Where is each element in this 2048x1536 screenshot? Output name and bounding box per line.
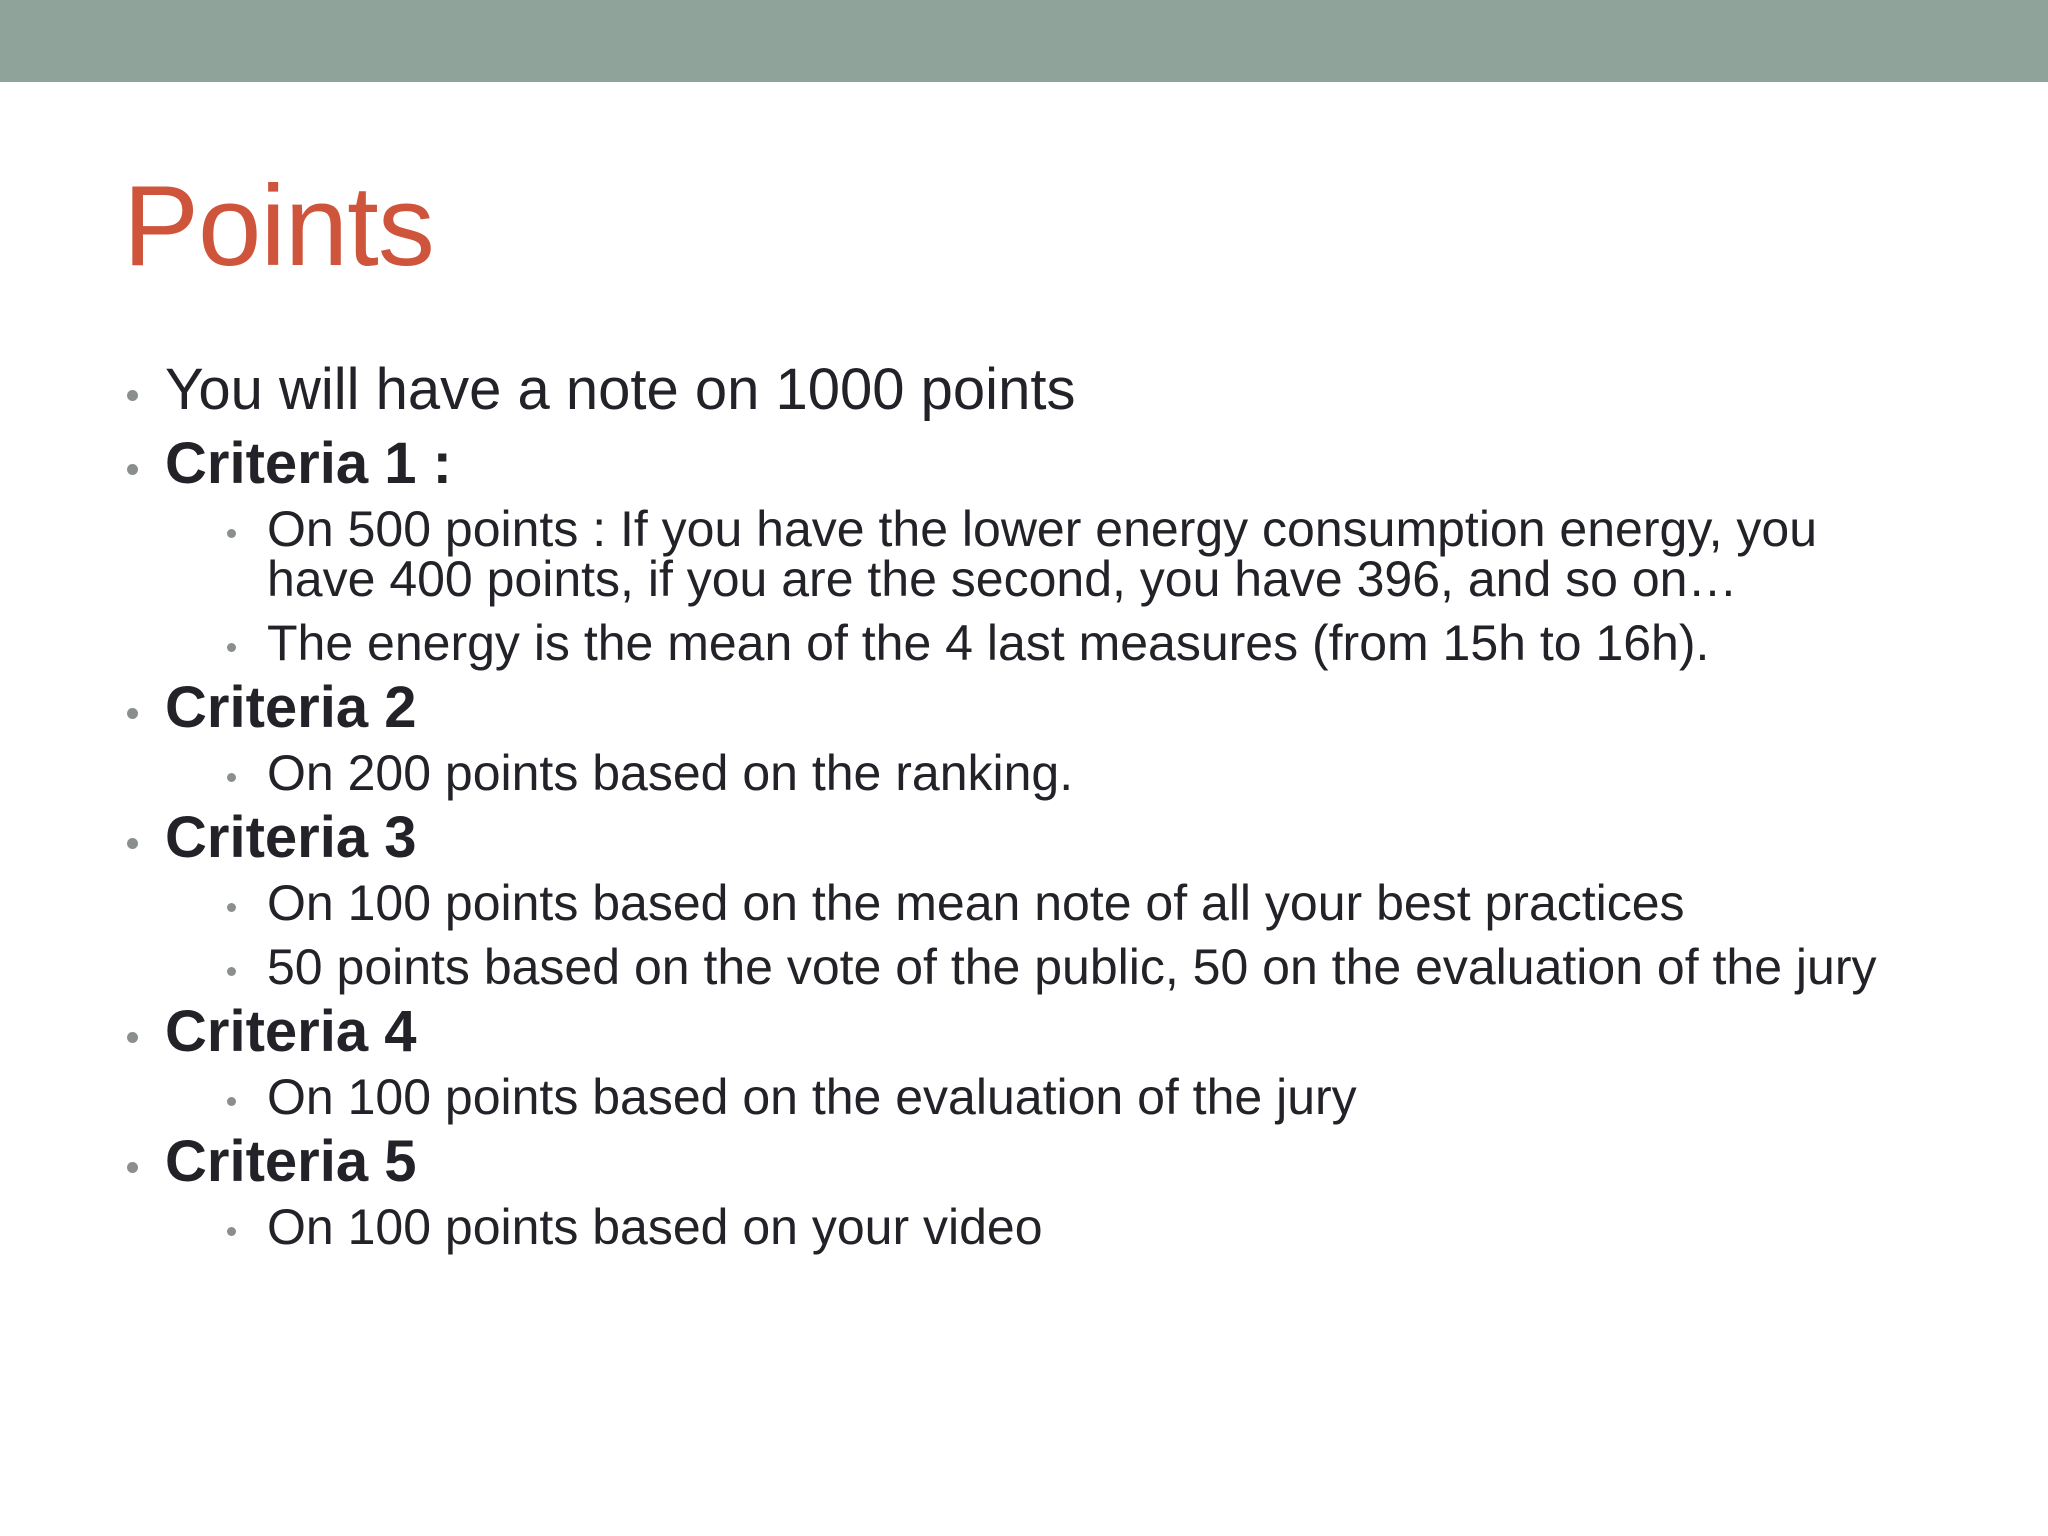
sub-bullet-item — [165, 939, 1924, 995]
sub-bullet-list — [165, 1199, 1924, 1255]
sub-bullet-list — [165, 745, 1924, 801]
bullet-item-note-total — [124, 356, 1924, 424]
sub-bullet-item — [165, 875, 1924, 931]
sub-bullet-item — [165, 745, 1924, 801]
sub-bullet-text: On 500 points : If you have the lower energy consumption energy, you have 400 points, if you are the second, you have 396, and so on… — [267, 501, 1817, 607]
bullet-item-criteria-1 — [124, 430, 1924, 671]
sub-bullet-item — [165, 1199, 1924, 1255]
bullet-text: You will have a note on 1000 points — [165, 357, 1076, 422]
sub-bullet-list — [165, 1069, 1924, 1125]
sub-bullet-item — [165, 501, 1924, 607]
bullet-item-criteria-5 — [124, 1128, 1924, 1255]
sub-bullet-item — [165, 615, 1924, 671]
bullet-heading: Criteria 2 — [165, 675, 417, 740]
sub-bullet-item — [165, 1069, 1924, 1125]
bullet-item-criteria-4 — [124, 998, 1924, 1125]
sub-bullet-text: On 100 points based on your video — [267, 1199, 1043, 1255]
sub-bullet-text: On 100 points based on the evaluation of the jury — [267, 1069, 1357, 1125]
sub-bullet-text: 50 points based on the vote of the public, 50 on the evaluation of the jury — [267, 939, 1877, 995]
bullet-heading: Criteria 3 — [165, 805, 417, 870]
top-color-band — [0, 0, 2048, 82]
slide-title: Points — [123, 163, 434, 290]
bullet-heading: Criteria 5 — [165, 1129, 417, 1194]
sub-bullet-list — [165, 875, 1924, 995]
sub-bullet-text: On 200 points based on the ranking. — [267, 745, 1074, 801]
bullet-item-criteria-3 — [124, 804, 1924, 995]
bullet-list — [124, 356, 1924, 1256]
sub-bullet-text: On 100 points based on the mean note of all your best practices — [267, 875, 1685, 931]
sub-bullet-text: The energy is the mean of the 4 last measures (from 15h to 16h). — [267, 615, 1710, 671]
bullet-heading: Criteria 4 — [165, 999, 417, 1064]
bullet-item-criteria-2 — [124, 674, 1924, 801]
sub-bullet-list — [165, 501, 1924, 671]
bullet-heading: Criteria 1 : — [165, 431, 452, 496]
